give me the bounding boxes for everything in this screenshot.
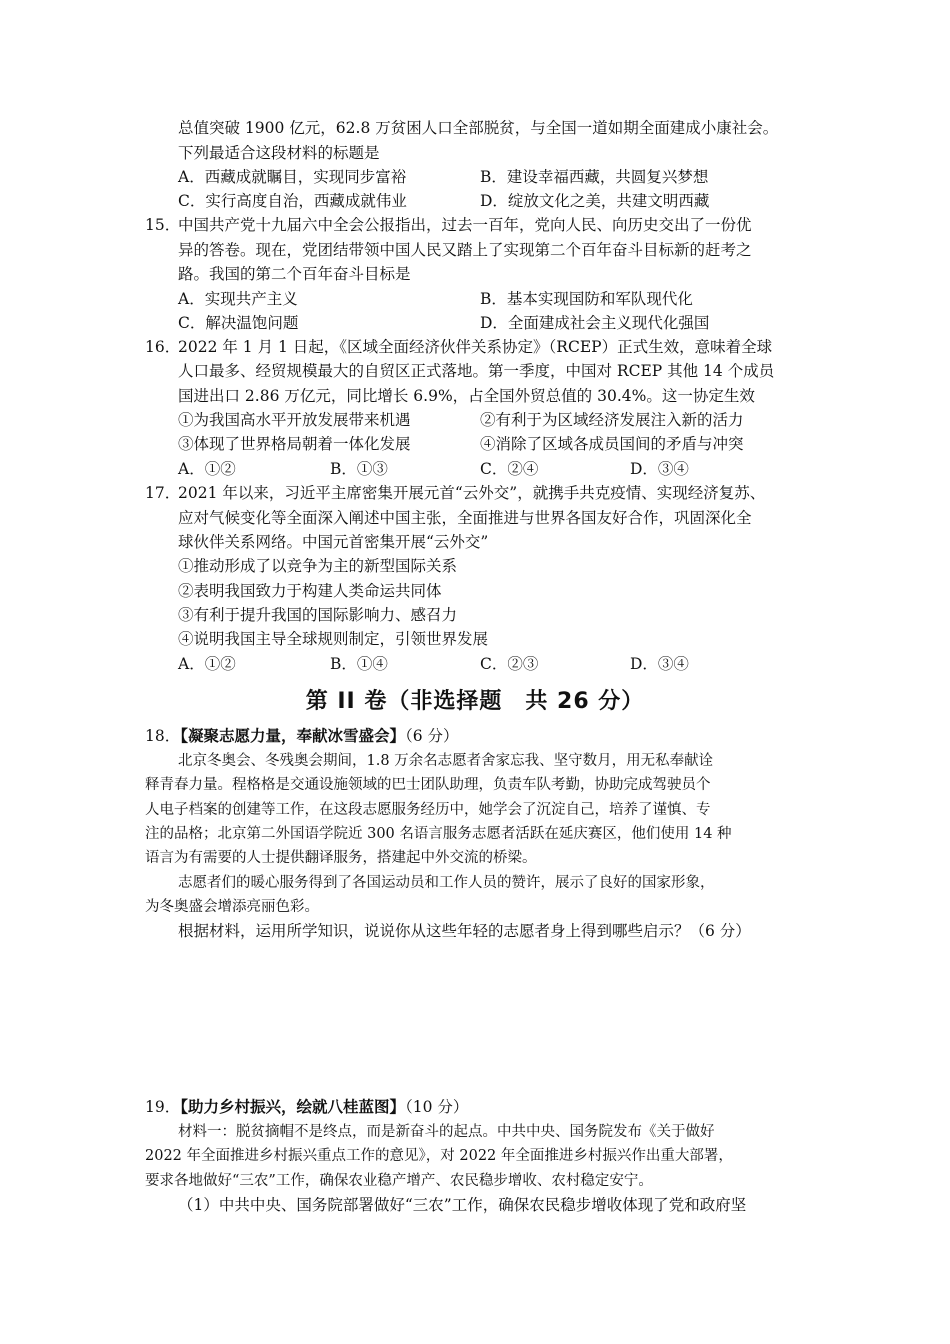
q14-option-c: C．实行高度自治，西藏成就伟业 <box>178 192 407 210</box>
q18-question: 根据材料，运用所学知识，说说你从这些年轻的志愿者身上得到哪些启示？（6 分） <box>178 922 751 940</box>
q18-header <box>145 726 459 746</box>
q15-number: 15． <box>145 216 181 234</box>
q16-line-3: 国进出口 2.86 万亿元，同比增长 6.9%，占全国外贸总值的 30.4%。这一协定生效 <box>178 387 755 405</box>
q16-line-2: 人口最多、经贸规模最大的自贸区正式落地。第一季度，中国对 RCEP 其他 14 个成员 <box>178 362 775 380</box>
q18-line-7: 为冬奥盛会增添亮丽色彩。 <box>145 899 319 915</box>
q16-statement-3: ③体现了世界格局朝着一体化发展 <box>178 435 411 453</box>
q14-line-2: 下列最适合这段材料的标题是 <box>178 144 380 162</box>
q18-line-2: 释青春力量。程格格是交通设施领域的巴士团队助理，负责车队考勤，协助完成驾驶员个 <box>145 777 711 793</box>
q16-statement-1: ①为我国高水平开放发展带来机遇 <box>178 411 411 429</box>
q15-option-b: B．基本实现国防和军队现代化 <box>480 290 693 308</box>
q14-line-1: 总值突破 1900 亿元，62.8 万贫困人口全部脱贫，与全国一道如期全面建成小康社会。 <box>178 119 779 137</box>
q17-statement-2: ②表明我国致力于构建人类命运共同体 <box>178 582 442 600</box>
q17-line-3: 球伙伴关系网络。中国元首密集开展“云外交” <box>178 533 489 551</box>
q17-option-b: B．①④ <box>330 655 388 673</box>
q15-option-c: C．解决温饱问题 <box>178 314 299 332</box>
q15-line-1: 中国共产党十九届六中全会公报指出，过去一百年，党向人民、向历史交出了一份优 <box>178 216 752 234</box>
q14-option-a: A．西藏成就瞩目，实现同步富裕 <box>178 168 407 186</box>
q18-heading: 【凝聚志愿力量，奉献冰雪盛会】 <box>180 727 405 745</box>
q15-option-d: D．全面建成社会主义现代化强国 <box>480 314 710 332</box>
q19-heading: 【助力乡村振兴，绘就八桂蓝图】 <box>180 1098 405 1116</box>
q16-statement-4: ④消除了区域各成员国间的矛盾与冲突 <box>480 435 744 453</box>
q16-option-d: D．③④ <box>630 460 689 478</box>
q19-line-1: 材料一：脱贫摘帽不是终点，而是新奋斗的起点。中共中央、国务院发布《关于做好 <box>178 1124 715 1140</box>
q19-line-2: 2022 年全面推进乡村振兴重点工作的意见》，对 2022 年全面推进乡村振兴作出重大部署， <box>145 1148 733 1164</box>
q18-number: 18． <box>145 727 181 745</box>
q17-option-a: A．①② <box>178 655 236 673</box>
q16-number: 16． <box>145 338 181 356</box>
q19-number: 19． <box>145 1098 181 1116</box>
q18-line-3: 人电子档案的创建等工作，在这段志愿服务经历中，她学会了沉淀自己，培养了谨慎、专 <box>145 802 711 818</box>
q19-line-3: 要求各地做好“三农”工作，确保农业稳产增产、农民稳步增收、农村稳定安宁。 <box>145 1173 653 1189</box>
q17-statement-1: ①推动形成了以竞争为主的新型国际关系 <box>178 557 458 575</box>
q17-statement-4: ④说明我国主导全球规则制定，引领世界发展 <box>178 630 489 648</box>
q18-line-5: 语言为有需要的人士提供翻译服务，搭建起中外交流的桥梁。 <box>145 850 537 866</box>
q16-option-c: C．②④ <box>480 460 539 478</box>
q17-number: 17． <box>145 484 181 502</box>
q19-score: （10 分） <box>405 1098 469 1116</box>
q19-line-4: （1）中共中央、国务院部署做好“三农”工作，确保农民稳步增收体现了党和政府坚 <box>178 1196 747 1214</box>
q16-statement-2: ②有利于为区域经济发展注入新的活力 <box>480 411 744 429</box>
q15-option-a: A．实现共产主义 <box>178 290 298 308</box>
q17-line-1: 2021 年以来，习近平主席密集开展元首“云外交”，就携手共克疫情、实现经济复苏、 <box>178 484 766 502</box>
q16-option-a: A．①② <box>178 460 236 478</box>
q17-statement-3: ③有利于提升我国的国际影响力、感召力 <box>178 606 458 624</box>
q17-line-2: 应对气候变化等全面深入阐述中国主张，全面推进与世界各国友好合作，巩固深化全 <box>178 509 752 527</box>
q14-option-b: B．建设幸福西藏，共圆复兴梦想 <box>480 168 709 186</box>
q14-option-d: D．绽放文化之美，共建文明西藏 <box>480 192 710 210</box>
q15-line-2: 异的答卷。现在，党团结带领中国人民又踏上了实现第二个百年奋斗目标新的赶考之 <box>178 241 752 259</box>
q16-line-1: 2022 年 1 月 1 日起，《区域全面经济伙伴关系协定》（RCEP）正式生效，意味着全球 <box>178 338 773 356</box>
q18-line-4: 注的品格；北京第二外国语学院近 300 名语言服务志愿者活跃在延庆赛区，他们使用 14 种 <box>145 826 732 842</box>
q17-option-d: D．③④ <box>630 655 689 673</box>
q16-option-b: B．①③ <box>330 460 388 478</box>
q18-line-1: 北京冬奥会、冬残奥会期间，1.8 万余名志愿者舍家忘我、坚守数月，用无私奉献诠 <box>178 753 714 769</box>
q18-score: （6 分） <box>405 727 459 745</box>
q19-header <box>145 1097 468 1117</box>
q15-line-3: 路。我国的第二个百年奋斗目标是 <box>178 265 411 283</box>
q18-line-6: 志愿者们的暖心服务得到了各国运动员和工作人员的赞许，展示了良好的国家形象， <box>178 875 715 891</box>
q17-option-c: C．②③ <box>480 655 539 673</box>
section-2-title: 第 II 卷（非选择题 共 26 分） <box>305 689 645 714</box>
